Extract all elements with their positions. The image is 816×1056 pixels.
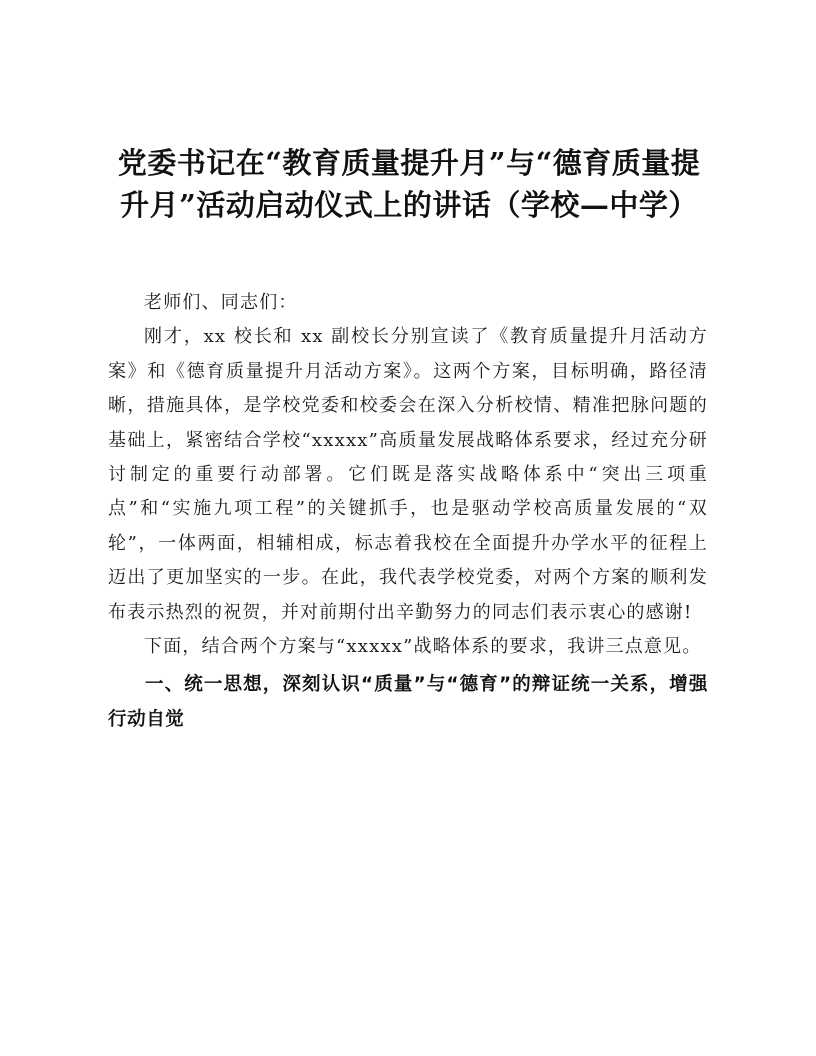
greeting: 老师们、同志们：: [144, 292, 298, 313]
section-heading: 一、统一思想，深刻认识“质量”与“德育”的辩证统一关系，增强行动自觉: [108, 674, 708, 730]
document-body: [108, 286, 708, 737]
document-title: 党委书记在“教育质量提升月”与“德育质量提升月”活动启动仪式上的讲话（学校—中学）: [117, 146, 701, 222]
body-paragraph: 刚才，xx 校长和 xx 副校长分别宣读了《教育质量提升月活动方案》和《德育质量提升月活动方案》。这两个方案，目标明确，路径清晰，措施具体，是学校党委和校委会在深入分析校情、精准把脉问题的基础上，紧密结合学校“xxxxx”高质量发展战略体系要求，经过充分研讨制定的重要行动部署。它们既是落实战略体系中“突出三项重点”和“实施九项工程”的关键抓手，也是驱动学校高质量发展的“双轮”，一体两面，相辅相成，标志着我校在全面提升办学水平的征程上迈出了更加坚实的一步。在此，我代表学校党委，对两个方案的顺利发布表示热烈的祝贺，并对前期付出辛勤努力的同志们表示衷心的感谢!: [108, 326, 708, 623]
body-paragraph: 下面，结合两个方案与“xxxxx”战略体系的要求，我讲三点意见。: [144, 636, 702, 658]
